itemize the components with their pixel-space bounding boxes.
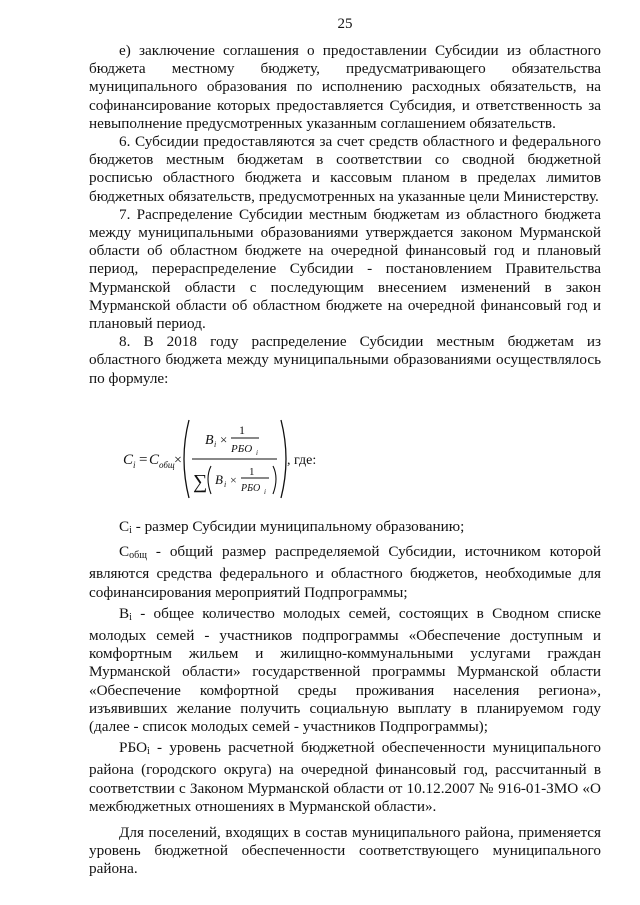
- den-one: 1: [249, 466, 255, 478]
- subsidy-formula: [89, 414, 601, 504]
- definition-rbo: [89, 739, 601, 816]
- ci-sub: i: [129, 525, 132, 536]
- num-rbo-sub: i: [256, 449, 258, 457]
- ci-symbol: C: [119, 518, 130, 535]
- formula-suffix: , где:: [287, 453, 317, 468]
- paragraph-8: 8. В 2018 году распределение Субсидии местным бюджетам из областного бюджета между муниципальными образованиями осуществлялось по формуле:: [89, 333, 601, 387]
- rbo-symbol: РБО: [119, 739, 148, 757]
- definition-cobsh: [89, 543, 601, 602]
- num-b: B: [205, 433, 214, 448]
- num-rbo: РБО: [231, 443, 253, 455]
- formula-lhs-sub: i: [133, 460, 136, 470]
- paragraph-6: 6. Субсидии предоставляются за счет средств областного и федерального бюджетов местным бюджетам в соответствии со сводной бюджетной росписью областного бюджета и кассовым планом в пределах лимитов бюджетных обязательств, предусмотренных на указанные цели Министерству.: [89, 133, 601, 205]
- cobsh-sub: общ: [129, 550, 147, 562]
- cobsh-symbol: C: [119, 543, 130, 561]
- ci-text: - размер Субсидии муниципальному образованию;: [131, 518, 465, 535]
- paragraph-e: е) заключение соглашения о предоставлении Субсидии из областного бюджета местному бюджету, предусматривающего обязательства муниципального образования по исполнению расходных обязательств, на софинансирование которых предоставляется Субсидия, и ответственность за невыполнение предусмотренных указанным соглашением обязательств.: [89, 42, 601, 132]
- definition-bi: [89, 605, 601, 736]
- num-one: 1: [239, 423, 245, 437]
- den-rbo-sub: i: [264, 488, 266, 496]
- paragraph-7: 7. Распределение Субсидии местным бюджетам из областного бюджета между муниципальными образованиями утверждается законом Мурманской области об областном бюджете на очередной финансовый год и плановый период, перераспределение Субсидии - постановлением Правительства Мурманской области с последующим внесением изменений в закон Мурманской области об областном бюджете на очередной финансовый год и плановый период.: [89, 205, 601, 333]
- cobsh-text: - общий размер распределяемой Субсидии, источником которой являются средства федерального и областного бюджетов, необходимые для софинансирования мероприятий Подпрограммы;: [89, 543, 601, 601]
- den-right-paren: [273, 466, 276, 494]
- page-number: 25: [337, 16, 353, 32]
- definition-ci: [89, 518, 601, 540]
- settlements-paragraph: Для поселений, входящих в состав муниципального района, применяется уровень бюджетной обеспеченности соответствующего муниципального района.: [89, 824, 601, 878]
- formula-svg: [89, 414, 601, 504]
- den-rbo: РБО: [241, 483, 261, 494]
- den-times: ×: [230, 473, 237, 487]
- bi-text: - общее количество молодых семей, состоящих в Сводном списке молодых семей - участников подпрограммы «Обеспечение доступным и комфортным жильем и жилищно-коммунальными услугами граждан Мурманской области» государственной программы Мурманской области «Обеспечение комфортной среды проживания населения региона», изъявивших желание получить социальную выплату в планируемом году (далее - список молодых семей - участников Подпрограммы);: [89, 604, 601, 736]
- den-b: B: [215, 472, 223, 487]
- rbo-sub: i: [147, 746, 150, 758]
- num-b-sub: i: [214, 440, 217, 449]
- formula-c-total: C: [149, 452, 160, 468]
- definitions: [89, 515, 601, 879]
- formula-c-total-sub: общ: [159, 460, 175, 470]
- den-left-paren: [208, 466, 211, 494]
- formula-eq: =: [139, 452, 148, 468]
- outer-left-paren: [184, 420, 189, 498]
- bi-sub: i: [129, 611, 132, 623]
- den-sum: ∑: [193, 471, 208, 493]
- formula-times-1: ×: [174, 453, 182, 468]
- formula-lhs: C: [123, 452, 134, 468]
- den-b-sub: i: [224, 480, 227, 489]
- num-times: ×: [220, 432, 228, 447]
- rbo-text: - уровень расчетной бюджетной обеспеченности муниципального района (городского округа) на очередной финансовый год, рассчитанный в соответствии с Законом Мурманской области от 10.12.2007 № 916-01-ЗМО «О межбюджетных отношениях в Мурманской области».: [89, 739, 601, 815]
- outer-right-paren: [281, 420, 286, 498]
- bi-symbol: B: [119, 604, 130, 622]
- main-text: [89, 42, 601, 388]
